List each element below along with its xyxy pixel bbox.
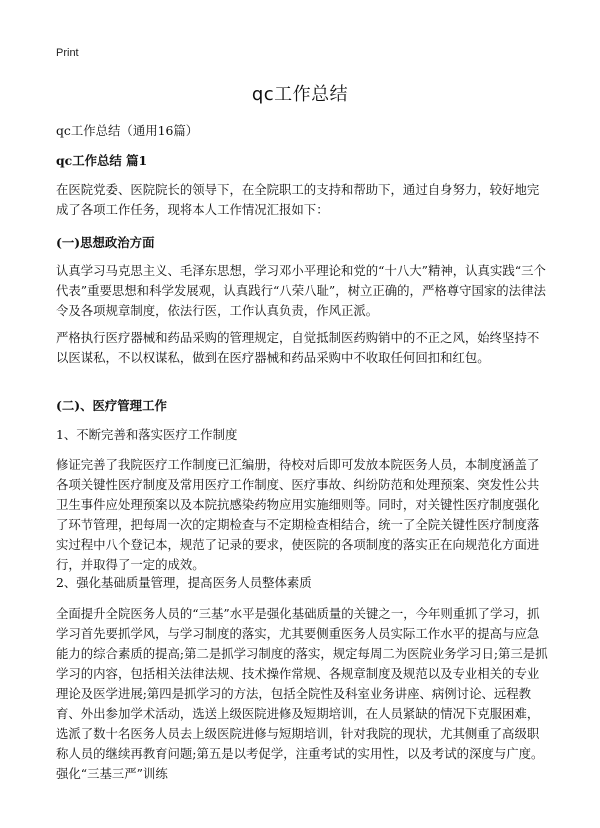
section2-subheading-2: 2、强化基础质量管理，提高医务人员整体素质 [56, 575, 312, 590]
section2-subheading-1: 1、不断完善和落实医疗工作制度 [56, 427, 238, 442]
piece-heading: qc工作总结 篇1 [56, 153, 148, 168]
section2-sub2-paragraph: 全面提升全院医务人员的“三基”水平是强化基础质量的关键之一，今年则重抓了学习，抓学习首先要抓学风，与学习制度的落实，尤其要侧重医务人员实际工作水平的提高与应急能力的综合素质的提高;第二是抓学习制度的落实，规定每周二为医院业务学习日;第三是抓学习的内容，包括相关法律法规、技术操作常规、各规章制度及规范以及专业相关的专业理论及医学进展;第四是抓学习的方法，包括全院性及科室业务讲座、病例讨论、远程教育、外出参加学术活动，选送上级医院进修及短期培训，在人员紧缺的情况下克服困难，选派了数十名医务人员去上级医院进修与短期培训，针对我院的现状，尤其侧重了高级职称人员的继续再教育问题;第五是以考促学，注重考试的实用性，以及考试的深度与广度。强化“三基三严”训练 [56, 606, 548, 781]
section1-paragraph-2: 严格执行医疗器械和药品采购的管理规定，自觉抵制医药购销中的不正之风，始终坚持不以医谋私，不以权谋私，做到在医疗器械和药品采购中不收取任何回扣和红包。 [56, 330, 540, 365]
section1-paragraph-1: 认真学习马克思主义、毛泽东思想，学习邓小平理论和党的“十八大”精神，认真实践“三个代表”重要思想和科学发展观，认真践行“八荣八耻”，树立正确的，严格尊守国家的法律法令及各项规章制度，依法行医，工作认真负责，作风正派。 [56, 263, 546, 318]
section1-heading: (一)思想政治方面 [56, 235, 155, 250]
section2-heading: (二)、医疗管理工作 [56, 398, 167, 413]
print-label: Print [56, 47, 79, 59]
document-title: qc工作总结 [251, 84, 349, 105]
document-subtitle: qc工作总结（通用16篇） [56, 123, 199, 138]
intro-paragraph: 在医院党委、医院院长的领导下，在全院职工的支持和帮助下，通过自身努力，较好地完成了各项工作任务，现将本人工作情况汇报如下： [56, 182, 540, 217]
section2-sub1-paragraph: 修证完善了我院医疗工作制度已汇编册，待校对后即可发放本院医务人员，本制度涵盖了各项关键性医疗制度及常用医疗工作制度、医疗事故、纠纷防范和处理预案、突发性公共卫生事件应处理预案以及本院抗感染药物应用实施细则等。同时，对关键性医疗制度强化了环节管理，把每周一次的定期检查与不定期检查相结合，统一了全院关键性医疗制度落实过程中八个登记本，规范了记录的要求，使医院的各项制度的落实正在向规范化方面进行，并取得了一定的成效。 [56, 457, 540, 572]
